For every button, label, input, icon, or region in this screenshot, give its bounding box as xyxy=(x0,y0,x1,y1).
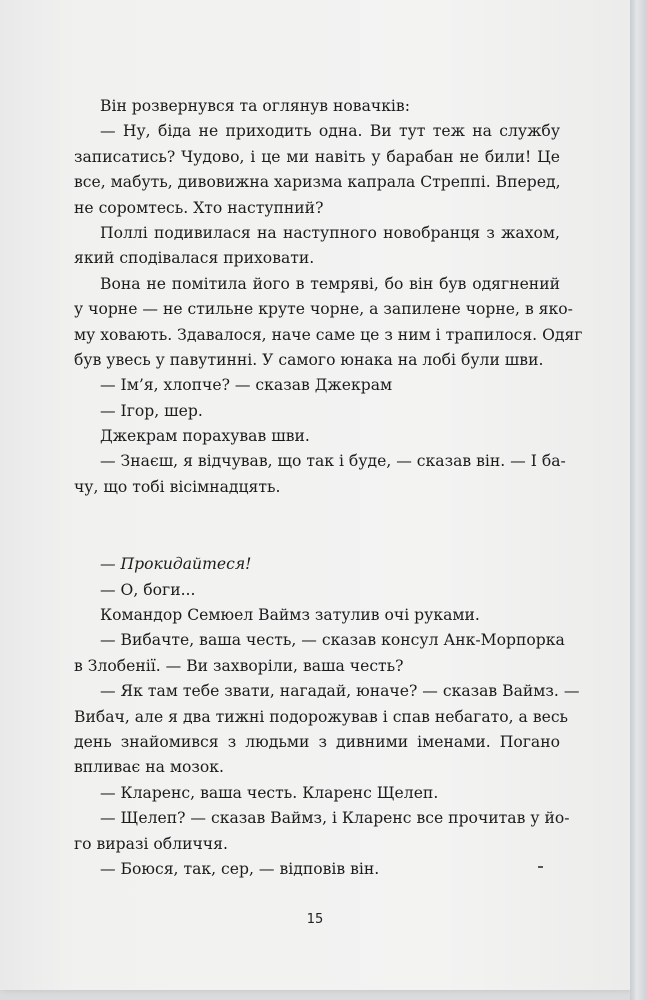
paragraph xyxy=(74,781,560,806)
text-line: — Ну, біда не приходить одна. Ви тут теж на службу xyxy=(100,122,560,141)
text-line: Командор Семюел Ваймз затулив очі руками. xyxy=(100,606,480,625)
text-line: все, мабуть, дивовижна харизма капрала Стреппі. Вперед, xyxy=(74,173,561,192)
text-line: Вона не помітила його в темряві, бо він був одягнений xyxy=(100,274,560,293)
text-line: Поллі подивилася на наступного новобранця з жахом, xyxy=(100,223,560,242)
text-line: у чорне — не стильне круте чорне, а запилене чорне, в яко- xyxy=(74,300,573,319)
paragraph xyxy=(74,399,560,424)
text-line: — Вибачте, ваша честь, — сказав консул Анк-Морпорка xyxy=(100,631,565,650)
text-line: — Кларенс, ваша честь. Кларенс Щелеп. xyxy=(100,783,439,802)
section-break xyxy=(74,500,560,552)
text-line: Він розвернувся та оглянув новачків: xyxy=(100,97,410,115)
page-text xyxy=(74,94,583,882)
paragraph xyxy=(74,679,580,781)
paragraph xyxy=(74,449,566,500)
text-line: — Прокидайтеся! xyxy=(100,555,252,574)
paragraph xyxy=(74,578,560,603)
page-number: 15 xyxy=(306,912,324,927)
printing-mark xyxy=(538,866,543,868)
page-edge xyxy=(630,0,647,1000)
text-line: записатись? Чудово, і це ми навіть у барабан не били! Це xyxy=(74,147,560,166)
text-block-after-break xyxy=(74,552,580,882)
paragraph xyxy=(74,94,560,119)
text-block-before-break xyxy=(74,94,583,500)
text-line: в Злобенії. — Ви захворіли, ваша честь? xyxy=(74,656,404,675)
text-line: чу, що тобі вісімнадцять. xyxy=(74,477,281,496)
paragraph xyxy=(74,424,560,449)
paragraph xyxy=(74,373,560,398)
paragraph xyxy=(74,603,560,628)
text-line: — Щелеп? — сказав Ваймз, і Кларенс все прочитав у йо- xyxy=(100,809,570,828)
text-line: Джекрам порахував шви. xyxy=(100,427,310,446)
text-line: був увесь у павутинні. У самого юнака на лобі були шви. xyxy=(74,350,544,369)
paragraph xyxy=(74,628,565,679)
text-line: го виразі обличчя. xyxy=(74,834,228,853)
text-line: Вибач, але я два тижні подорожував і спав небагато, а весь xyxy=(74,707,569,726)
text-line: — Ігор, шер. xyxy=(100,401,203,420)
text-line: — Ім’я, хлопче? — сказав Джекрам xyxy=(100,376,393,395)
paragraph xyxy=(74,119,560,221)
paragraph xyxy=(74,806,570,857)
text-line: який сподівалася приховати. xyxy=(74,249,315,268)
text-line: — Як там тебе звати, нагадай, юначе? — сказав Ваймз. — xyxy=(100,682,580,701)
text-line: впливає на мозок. xyxy=(74,758,224,777)
paragraph xyxy=(74,857,560,882)
text-line: не соромтесь. Хто наступний? xyxy=(74,198,324,217)
paragraph xyxy=(74,552,560,577)
text-line: — Знаєш, я відчував, що так і буде, — сказав він. — І ба- xyxy=(100,452,566,471)
text-line: — О, боги... xyxy=(100,580,196,599)
text-line: му ховають. Здавалося, наче саме це з ним і трапилося. Одяг xyxy=(74,325,583,344)
paragraph xyxy=(74,221,560,272)
paragraph xyxy=(74,272,583,374)
text-line: — Боюся, так, сер, — відповів він. xyxy=(100,859,380,878)
text-line: день знайомився з людьми з дивними іменами. Погано xyxy=(74,732,560,751)
